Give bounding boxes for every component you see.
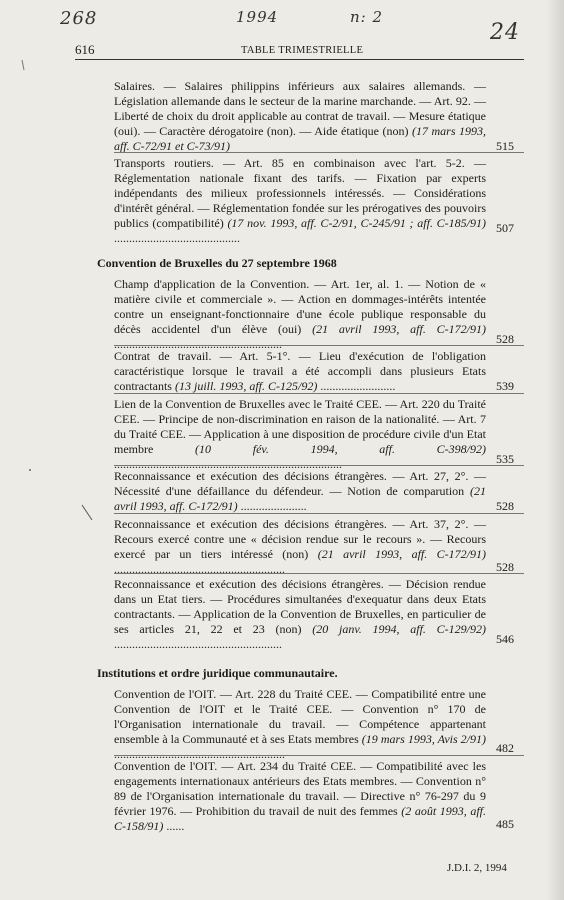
entry-divider (114, 393, 524, 394)
page-number: 616 (75, 42, 95, 57)
handwritten-note: n: 2 (350, 8, 384, 26)
pen-mark (82, 505, 92, 520)
entry-reference: (17 mars 1993, aff. C-72/91 et C-73/91) (114, 124, 486, 153)
entry-text: Convention de l'OIT. — Art. 228 du Traité CEE. — Compatibilité entre une Convention de l'OIT et le Traité CEE. — Convention n° 170 de l'Organisation internationale du travail. — Compétence appartenant ensemble à la Communauté et à ses Etats membres (114, 687, 486, 746)
section-title: Institutions et ordre juridique communautaire. (97, 666, 338, 680)
index-entry (114, 469, 486, 514)
leader-dots: ........................................................ (114, 337, 282, 351)
leader-dots: .......................................... (114, 231, 240, 245)
entry-text: Reconnaissance et exécution des décisions étrangères. — Art. 27, 2°. — Nécessité d'une défaillance du défendeur. — Notion de comparution (114, 469, 486, 498)
entry-page-number: 546 (496, 632, 514, 646)
entry-divider (114, 513, 524, 514)
entry-page-number: 535 (496, 452, 514, 466)
entry-text: Salaires. — Salaires philippins inférieurs aux salaires allemands. — Législation allemande dans le secteur de la marine marchande. — Art. 92. — Liberté de choix du droit applicable au contrat de travail. — Mesure étatique (oui). — Caractère dérogatoire (non). — Aide étatique (non) (114, 79, 486, 138)
entry-reference: (20 janv. 1994, aff. C-129/92) (312, 622, 487, 636)
entry-divider (114, 573, 524, 574)
handwritten-note: 1994 (236, 8, 279, 26)
entry-reference: (21 avril 1993, aff. C-172/91) (317, 547, 486, 561)
handwritten-note: 24 (490, 20, 520, 45)
entry-text: Reconnaissance et exécution des décisions étrangères. — Décision rendue dans un Etat tiers. — Procédures simultanées d'exequatur dans deux Etats contractants. — Application de la Convention de Bruxelles, en particulier de ses articles 21, 22 et 23 (non) (114, 577, 486, 636)
handwritten-note: 268 (60, 8, 98, 29)
entry-page-number: 539 (496, 379, 514, 393)
entry-divider (114, 345, 524, 346)
entry-divider (114, 755, 524, 756)
speck (29, 469, 31, 471)
leader-dots: ......................................................... (114, 562, 285, 576)
entry-divider (114, 152, 524, 153)
entry-page-number: 482 (496, 741, 514, 755)
entry-page-number: 515 (496, 139, 514, 153)
leader-dots: ...... (163, 819, 185, 833)
entry-page-number: 528 (496, 499, 514, 513)
index-entry (114, 156, 486, 246)
index-entry (114, 277, 486, 352)
entry-reference: (21 avril 1993, aff. C-172/91) (312, 322, 486, 336)
journal-footer: J.D.I. 2, 1994 (447, 862, 507, 874)
running-title: TABLE TRIMESTRIELLE (241, 45, 364, 56)
index-entry (114, 79, 486, 154)
entry-text: Convention de l'OIT. — Art. 234 du Traité CEE. — Compatibilité avec les engagements internationaux antérieurs des Etats membres. — Convention n° 89 de l'Organisation internationale du travail. — Directive n° 76-297 du 9 février 1976. — Prohibition du travail de nuit des femmes (114, 759, 486, 818)
leader-dots: ...................... (237, 499, 307, 513)
entry-text: Lien de la Convention de Bruxelles avec le Traité CEE. — Art. 220 du Traité CEE. — Principe de non-discrimination en raison de la nationalité. — Art. 7 du Traité CEE. — Application à une disposition de procédure civile d'un Etat membre (114, 397, 486, 456)
leader-dots: ......................................................... (114, 747, 285, 761)
entry-reference: (17 nov. 1993, aff. C-2/91, C-245/91 ; aff. C-185/91) (227, 216, 486, 230)
index-entry (114, 759, 486, 834)
index-entry (114, 397, 486, 472)
entry-page-number: 485 (496, 817, 514, 831)
entry-text: Champ d'application de la Convention. — Art. 1er, al. 1. — Notion de « matière civile et commerciale ». — Action en dommages-intérêts intentée contre un enseignant-fonctionnaire d'une école publique responsable du décès accidentel d'un élève (oui) (114, 277, 486, 336)
header-rule (75, 59, 524, 60)
index-entry (114, 687, 486, 762)
entry-reference: (10 fév. 1994, aff. C-398/92) (195, 442, 486, 456)
entry-reference: (19 mars 1993, Avis 2/91) (361, 732, 486, 746)
entry-page-number: 528 (496, 560, 514, 574)
entry-divider (114, 465, 524, 466)
entry-reference: (2 août 1993, aff. C-158/91) (114, 804, 487, 833)
leader-dots: ............................................................................ (114, 457, 342, 471)
entry-page-number: 528 (496, 332, 514, 346)
entry-reference: (13 juill. 1993, aff. C-125/92) (174, 379, 318, 393)
entry-text: Contrat de travail. — Art. 5-1°. — Lieu d'exécution de l'obligation caractéristique lorsque le travail a été accompli dans plusieurs Etats contractants (114, 349, 486, 393)
index-entry (114, 517, 486, 577)
entry-reference: (21 avril 1993, aff. C-172/91) (114, 484, 486, 513)
entry-page-number: 507 (496, 221, 514, 235)
entry-text: Transports routiers. — Art. 85 en combinaison avec l'art. 5-2. — Réglementation nationale fixant des tarifs. — Fixation par experts indépendants des milieux professionnels intéressés. — Considérations d'intérêt général. — Réglementation fondée sur les prérogatives des pouvoirs publics (compatibilité) (114, 156, 486, 230)
leader-dots: ......................... (317, 379, 396, 393)
leader-dots: ........................................................ (114, 637, 282, 651)
entry-text: Reconnaissance et exécution des décisions étrangères. — Art. 37, 2°. — Recours exercé contre une « décision rendue sur le recours ». — Recours exercé par un tiers intéressé (non) (114, 517, 486, 561)
section-title: Convention de Bruxelles du 27 septembre 1968 (97, 256, 337, 270)
pen-mark (22, 60, 24, 70)
index-entry (114, 577, 486, 652)
index-entry (114, 349, 486, 394)
